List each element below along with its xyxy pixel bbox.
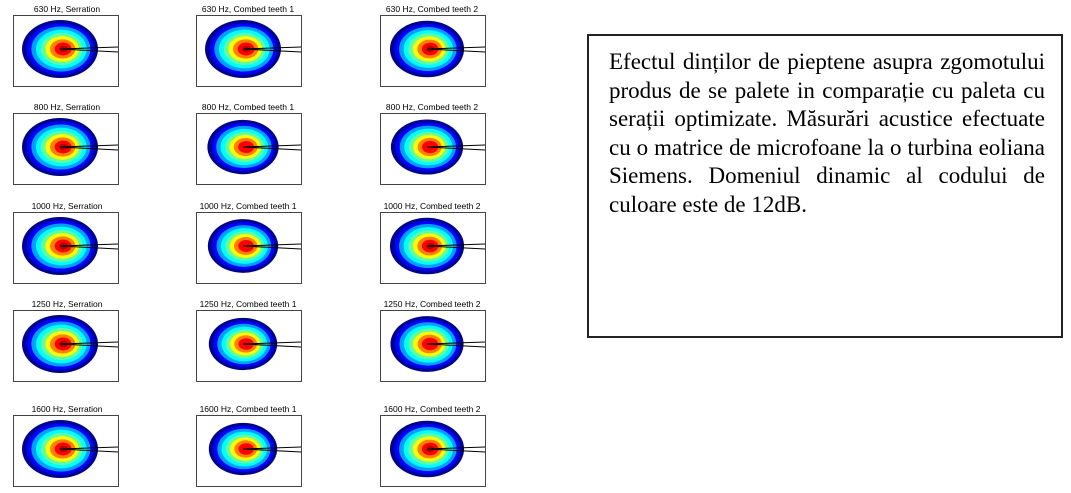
panel-title: 1600 Hz, Combed teeth 2 <box>383 404 481 414</box>
noise-map-panel <box>13 310 119 382</box>
panel-title: 630 Hz, Combed teeth 2 <box>385 4 479 14</box>
noise-map <box>197 16 301 86</box>
caption-text: Efectul dinților de pieptene asupra zgomotului produs de se palete in comparație cu paleta cu serații optimizate. Măsurări acustice efectuate cu o matrice de microfoane la o turbina eoliana Siemens. Domeniul dinamic al codului de culoare este de 12dB. <box>609 49 1045 217</box>
noise-map <box>381 16 485 86</box>
noise-map-panel <box>13 113 119 185</box>
noise-map-panel <box>380 212 486 284</box>
panel-title: 800 Hz, Serration <box>33 102 101 112</box>
panel-title: 630 Hz, Combed teeth 1 <box>201 4 295 14</box>
noise-map <box>14 213 118 283</box>
noise-map-panel <box>196 113 302 185</box>
noise-map-panel <box>196 212 302 284</box>
panel-title: 1600 Hz, Combed teeth 1 <box>199 404 297 414</box>
noise-map-panel <box>380 15 486 87</box>
panel-title: 800 Hz, Combed teeth 1 <box>201 102 295 112</box>
noise-map <box>197 114 301 184</box>
noise-map-panel <box>13 15 119 87</box>
panel-title: 1000 Hz, Combed teeth 2 <box>383 201 481 211</box>
noise-map-panel <box>196 310 302 382</box>
panel-title: 1250 Hz, Combed teeth 1 <box>199 299 297 309</box>
noise-map <box>197 311 301 381</box>
panel-title: 1250 Hz, Combed teeth 2 <box>383 299 481 309</box>
noise-map <box>14 311 118 381</box>
noise-map <box>14 114 118 184</box>
noise-map-panel <box>196 415 302 487</box>
caption-box <box>587 34 1063 338</box>
noise-map <box>14 416 118 486</box>
noise-map <box>381 213 485 283</box>
noise-map-panel <box>380 415 486 487</box>
noise-map-panel <box>380 113 486 185</box>
panel-title: 630 Hz, Serration <box>33 4 101 14</box>
panel-title: 1000 Hz, Serration <box>31 201 103 211</box>
noise-map-panel <box>196 15 302 87</box>
panel-title: 1000 Hz, Combed teeth 1 <box>199 201 297 211</box>
panel-title: 800 Hz, Combed teeth 2 <box>385 102 479 112</box>
noise-map <box>381 114 485 184</box>
noise-map-panel <box>380 310 486 382</box>
noise-map <box>197 213 301 283</box>
panel-title: 1600 Hz, Serration <box>31 404 103 414</box>
noise-map <box>381 311 485 381</box>
noise-map <box>14 16 118 86</box>
noise-map <box>381 416 485 486</box>
noise-map-panel <box>13 415 119 487</box>
panel-title: 1250 Hz, Serration <box>31 299 103 309</box>
noise-map-panel <box>13 212 119 284</box>
noise-map <box>197 416 301 486</box>
